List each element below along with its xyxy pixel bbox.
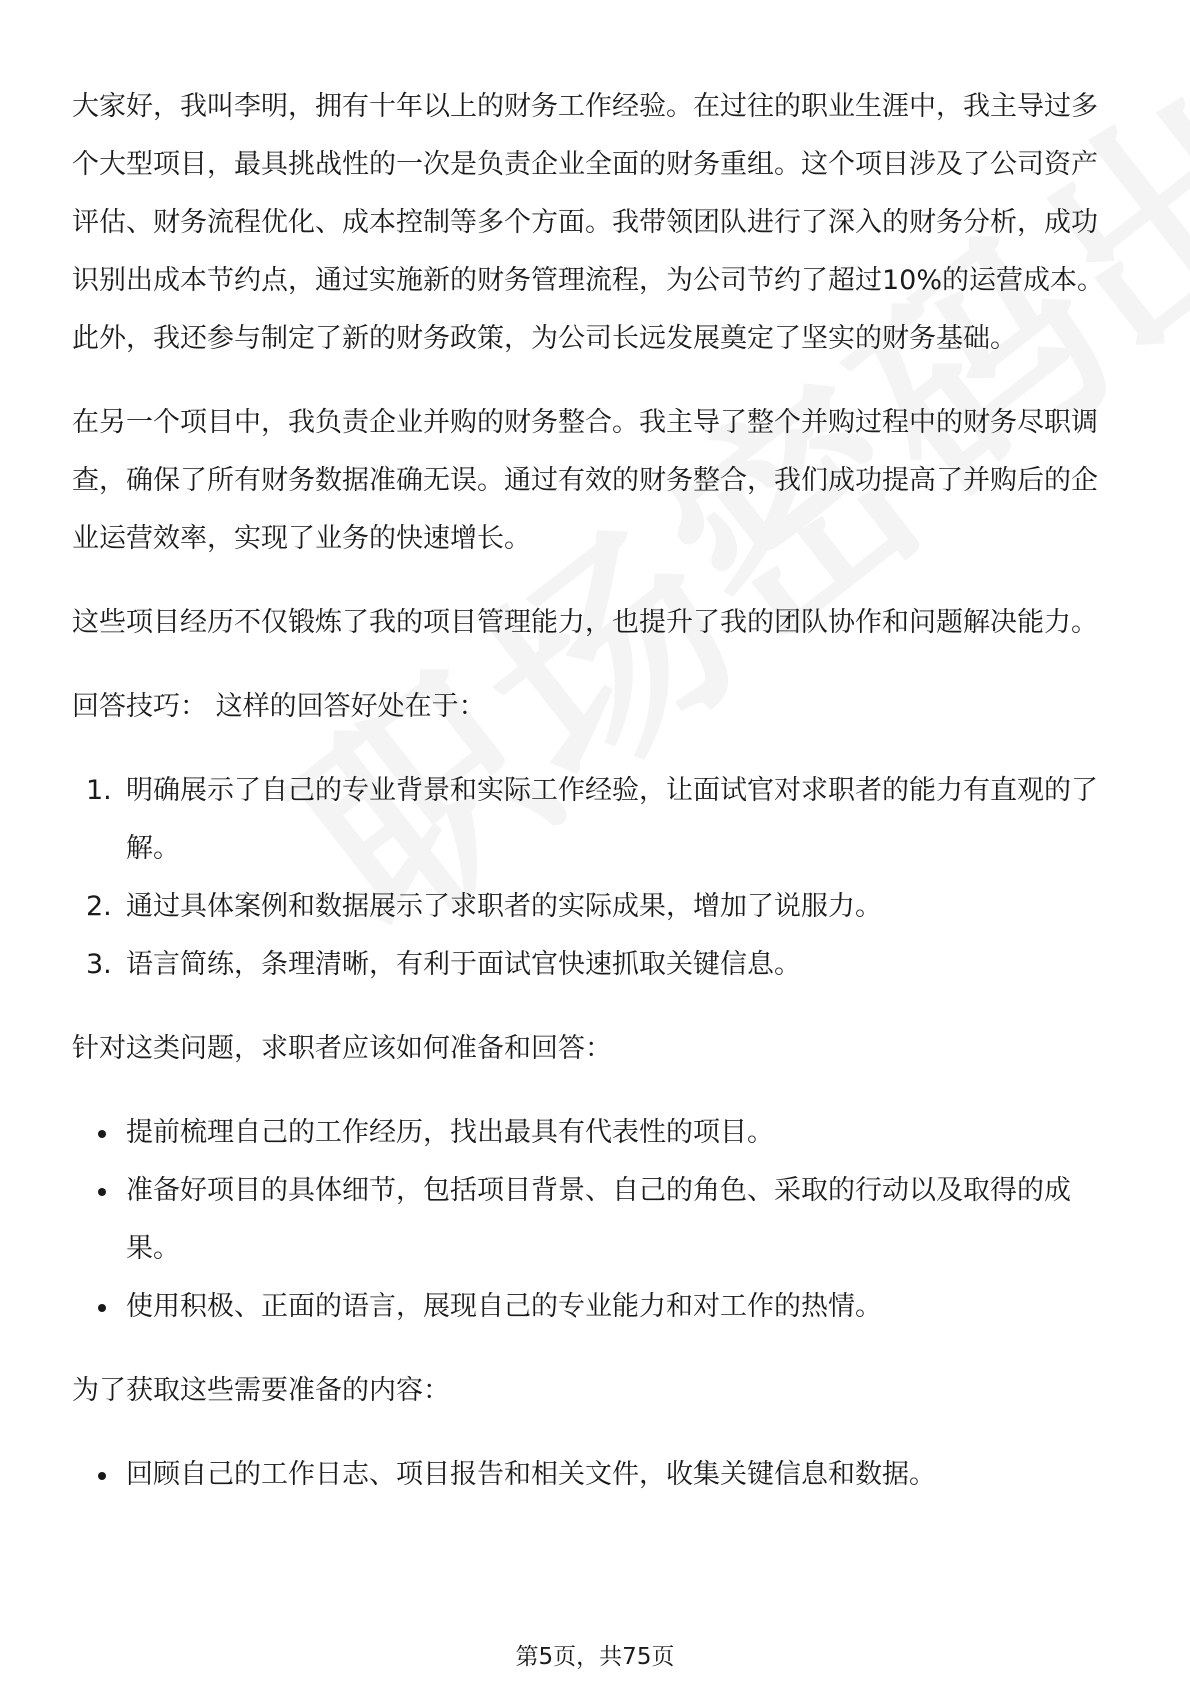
list-item: [72, 1104, 1122, 1162]
obtain-heading: 为了获取这些需要准备的内容：: [72, 1375, 450, 1406]
tips-heading: 回答技巧： 这样的回答好处在于：: [72, 691, 486, 722]
tips-list: [72, 762, 1122, 994]
bullet-icon: [98, 1304, 106, 1312]
bullet-icon: [98, 1130, 106, 1138]
obtain-list: [72, 1446, 1122, 1504]
list-item-text: 提前梳理自己的工作经历，找出最具有代表性的项目。: [126, 1117, 774, 1148]
list-item-text: 回顾自己的工作日志、项目报告和相关文件，收集关键信息和数据。: [126, 1459, 936, 1490]
list-item: [72, 936, 1122, 994]
paragraph-intro: 大家好，我叫李明，拥有十年以上的财务工作经验。在过往的职业生涯中，我主导过多个大型项目，最具挑战性的一次是负责企业全面的财务重组。这个项目涉及了公司资产评估、财务流程优化、成本控制等多个方面。我带领团队进行了深入的财务分析，成功识别出成本节约点，通过实施新的财务管理流程，为公司节约了超过10%的运营成本。此外，我还参与制定了新的财务政策，为公司长远发展奠定了坚实的财务基础。: [72, 91, 1105, 354]
bullet-icon: [98, 1472, 106, 1480]
list-number: 2.: [86, 891, 112, 922]
paragraph-second-project: 在另一个项目中，我负责企业并购的财务整合。我主导了整个并购过程中的财务尽职调查，确保了所有财务数据准确无误。通过有效的财务整合，我们成功提高了并购后的企业运营效率，实现了业务的快速增长。: [72, 407, 1098, 554]
prepare-heading: 针对这类问题，求职者应该如何准备和回答：: [72, 1033, 612, 1064]
list-item-text: 语言简练，条理清晰，有利于面试官快速抓取关键信息。: [126, 949, 801, 980]
list-item: [72, 762, 1122, 878]
list-number: 3.: [86, 949, 112, 980]
document-body: [72, 78, 1122, 1504]
list-item-text: 明确展示了自己的专业背景和实际工作经验，让面试官对求职者的能力有直观的了解。: [126, 775, 1098, 864]
list-item-text: 准备好项目的具体细节，包括项目背景、自己的角色、采取的行动以及取得的成果。: [126, 1175, 1071, 1264]
list-item: [72, 878, 1122, 936]
page-number: 第5页，共75页: [515, 1644, 675, 1670]
list-item: [72, 1446, 1122, 1504]
prepare-list: [72, 1104, 1122, 1336]
list-number: 1.: [86, 775, 112, 806]
bullet-icon: [98, 1188, 106, 1196]
list-item: [72, 1162, 1122, 1278]
list-item: [72, 1278, 1122, 1336]
list-item-text: 通过具体案例和数据展示了求职者的实际成果，增加了说服力。: [126, 891, 882, 922]
list-item-text: 使用积极、正面的语言，展现自己的专业能力和对工作的热情。: [126, 1291, 882, 1322]
paragraph-summary: 这些项目经历不仅锻炼了我的项目管理能力，也提升了我的团队协作和问题解决能力。: [72, 607, 1098, 638]
